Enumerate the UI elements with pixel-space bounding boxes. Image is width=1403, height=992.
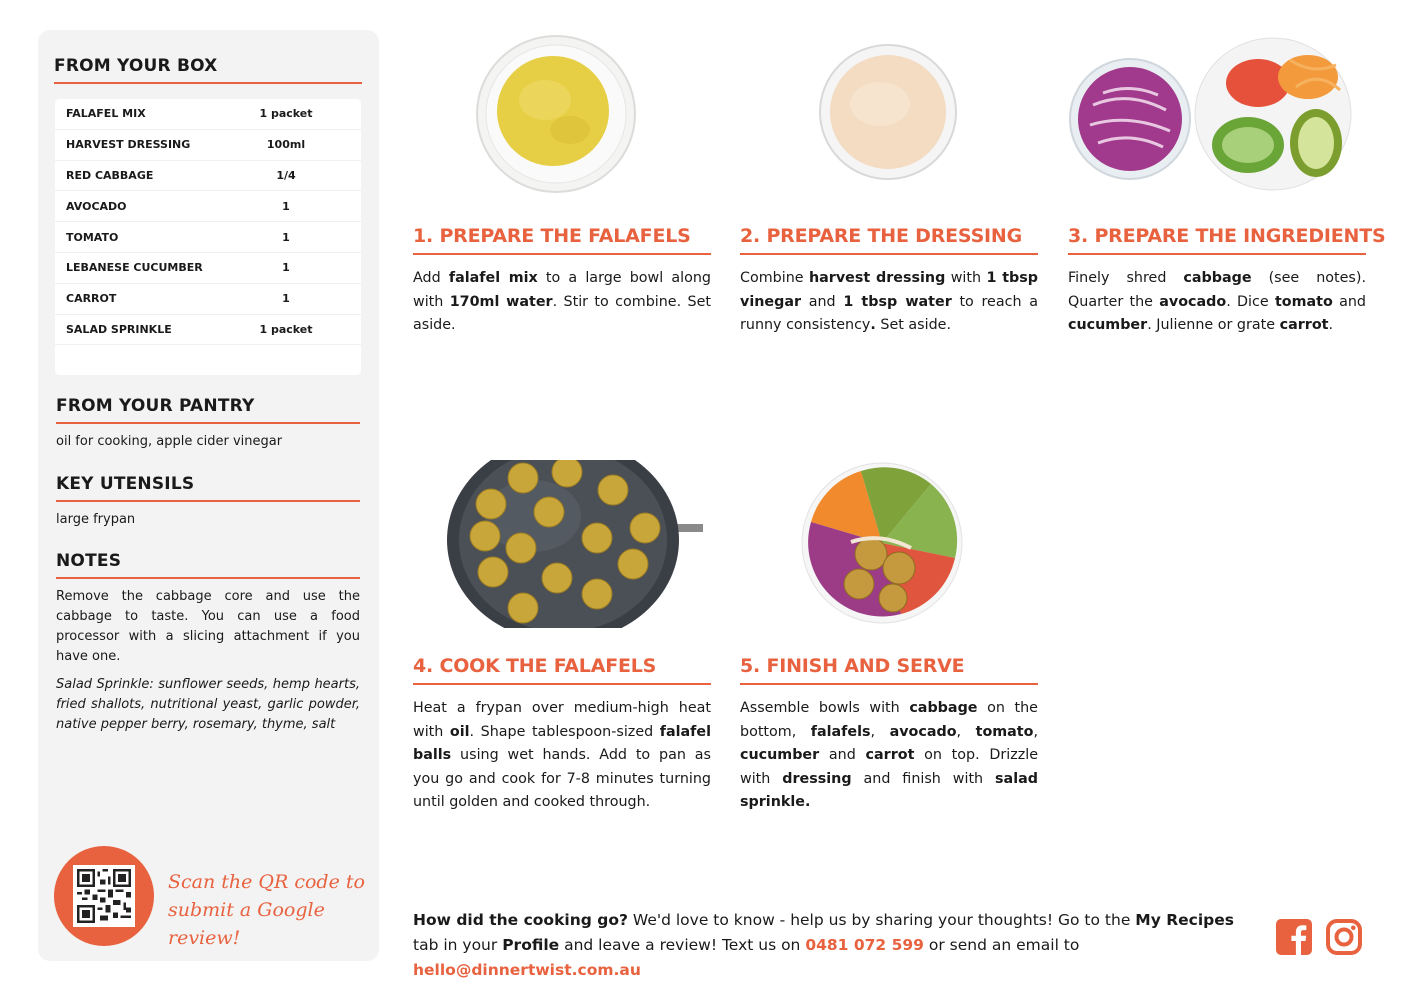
bold-ingredient: 170ml water	[449, 293, 553, 310]
ingredient-qty: 1	[282, 261, 290, 275]
bold-ingredient: tomato	[1274, 293, 1333, 310]
notes-section	[56, 551, 360, 735]
notes-title: NOTES	[56, 551, 360, 579]
qr-code-icon	[73, 865, 135, 927]
step-text-run: and	[819, 747, 866, 763]
bold-ingredient: cucumber	[1068, 317, 1148, 333]
step-2	[740, 225, 1038, 338]
ingredient-name: FALAFEL MIX	[66, 107, 146, 121]
ingredient-qty: 1/4	[276, 168, 296, 182]
ingredient-row	[55, 130, 361, 161]
finished-bowl-photo	[801, 462, 963, 624]
ingredient-qty: 1	[282, 292, 290, 306]
qr-code-badge[interactable]	[54, 846, 154, 946]
bold-ingredient: oil	[449, 723, 470, 740]
instagram-icon[interactable]	[1325, 918, 1363, 956]
bold-ingredient: falafels	[810, 723, 871, 740]
ingredient-name: HARVEST DRESSING	[66, 138, 191, 152]
ingredient-qty: 1 packet	[259, 107, 313, 121]
step-5-text	[740, 697, 1038, 815]
ingredient-row	[55, 161, 361, 192]
step-text-run: on top. Drizzle with	[740, 747, 1038, 787]
step-3-title: 3. PREPARE THE INGREDIENTS	[1068, 225, 1366, 255]
salad-sprinkle-note: Salad Sprinkle: sunflower seeds, hemp hearts, fried shallots, nutritional yeast, garlic powder, native pepper berry, rosemary, thyme, salt	[56, 677, 360, 732]
pantry-text: oil for cooking, apple cider vinegar	[56, 434, 283, 449]
ingredient-row	[55, 99, 361, 130]
step-3	[1068, 225, 1386, 338]
qr-text-line-1: Scan the QR code to	[168, 871, 365, 893]
ingredient-qty: 100ml	[266, 138, 306, 152]
step-5	[740, 655, 1038, 815]
ingredient-qty: 1 packet	[259, 322, 313, 336]
ingredient-row	[55, 284, 361, 315]
pantry-title: FROM YOUR PANTRY	[56, 396, 360, 424]
bold-ingredient: harvest dressing	[808, 270, 946, 286]
phone-link[interactable]: 0481 072 599	[805, 936, 924, 954]
ingredient-qty: 1	[282, 199, 290, 213]
dressing-bowl-photo	[818, 42, 958, 182]
step-text-run: Assemble bowls with	[740, 700, 910, 716]
ingredient-row	[55, 315, 361, 346]
facebook-icon[interactable]	[1275, 918, 1313, 956]
step-1	[413, 225, 711, 338]
profile-label: Profile	[502, 936, 560, 954]
bold-ingredient: cucumber	[740, 747, 820, 763]
bold-ingredient: carrot	[1279, 317, 1329, 333]
step-text-run: (see notes). Quarter the	[1068, 270, 1366, 310]
step-text-run: and	[801, 293, 844, 310]
step-text-run: Set aside.	[875, 317, 951, 333]
bold-ingredient: cabbage	[1183, 270, 1252, 286]
qr-review-text	[168, 868, 368, 952]
ingredients-sidebar	[38, 30, 379, 961]
feedback-footer	[413, 908, 1263, 983]
footer-text-2: tab in your	[413, 936, 503, 954]
qr-text-line-2: submit a Google review!	[168, 899, 325, 949]
step-4	[413, 655, 711, 815]
step-4-text	[413, 697, 711, 815]
ingredient-row	[55, 222, 361, 253]
step-text-run: Add	[413, 270, 449, 286]
frypan-falafels-photo	[447, 460, 703, 628]
footer-question: How did the cooking go?	[413, 911, 628, 929]
pantry-section	[56, 396, 360, 452]
bold-ingredient: avocado	[889, 723, 957, 740]
bold-ingredient: falafel balls	[413, 723, 711, 763]
step-2-text	[740, 267, 1038, 338]
ingredient-row	[55, 253, 361, 284]
step-text-run: . Dice	[1226, 293, 1275, 310]
step-1-title: 1. PREPARE THE FALAFELS	[413, 225, 711, 255]
ingredient-name: TOMATO	[66, 230, 119, 244]
ingredient-name: SALAD SPRINKLE	[66, 322, 172, 336]
step-text-run: and finish with	[851, 770, 996, 787]
ingredient-name: CARROT	[66, 292, 117, 306]
step-text-run: . Julienne or grate	[1147, 317, 1280, 333]
bold-ingredient: salad sprinkle.	[740, 770, 1038, 810]
ingredient-name: LEBANESE CUCUMBER	[66, 261, 203, 275]
ingredients-table	[55, 99, 361, 375]
from-your-box-title: FROM YOUR BOX	[54, 56, 362, 84]
ingredients-plates-photo	[1068, 35, 1354, 193]
ingredient-row	[55, 191, 361, 222]
bold-ingredient: avocado	[1159, 293, 1227, 310]
utensils-text: large frypan	[56, 512, 136, 527]
utensils-section	[56, 474, 360, 530]
step-4-title: 4. COOK THE FALAFELS	[413, 655, 711, 685]
bold-ingredient: carrot	[865, 747, 915, 763]
step-text-run: to a large bowl along with	[413, 270, 712, 310]
step-text-run: using wet hands. Add to pan as you go and cook for 7-8 minutes turning until golden and cooked through.	[413, 747, 711, 810]
step-text-run: . Shape tablespoon-sized	[469, 723, 660, 740]
ingredient-name: RED CABBAGE	[66, 168, 154, 182]
bold-ingredient: .	[870, 317, 876, 333]
footer-text-3: and leave a review! Text us on	[559, 936, 806, 954]
step-text-run: and	[1332, 293, 1366, 310]
ingredient-name: AVOCADO	[66, 199, 127, 213]
notes-text: Remove the cabbage core and use the cabbage to taste. You can use a food processor with a slicing attachment if you have one.	[56, 589, 360, 664]
bold-ingredient: dressing	[782, 770, 852, 787]
bold-ingredient: 1 tbsp water	[843, 293, 952, 310]
bold-ingredient: 1 tbsp vinegar	[740, 270, 1039, 310]
step-text-run: with	[945, 270, 987, 286]
footer-text-1: We'd love to know - help us by sharing your thoughts! Go to the	[627, 911, 1136, 929]
step-text-run: Combine	[740, 270, 809, 286]
step-text-run: ,	[1033, 723, 1039, 740]
utensils-title: KEY UTENSILS	[56, 474, 360, 502]
bold-ingredient: tomato	[975, 723, 1034, 740]
email-link[interactable]: hello@dinnertwist.com.au	[413, 961, 641, 979]
step-text-run: on the bottom,	[740, 700, 1038, 740]
footer-text-4: or send an email to	[923, 936, 1080, 954]
bold-ingredient: falafel mix	[448, 270, 538, 286]
bold-ingredient: cabbage	[909, 700, 978, 716]
step-text-run: ,	[956, 723, 976, 740]
step-3-text	[1068, 267, 1366, 338]
step-1-text	[413, 267, 711, 338]
step-text-run: Heat a frypan over medium-high heat with	[413, 700, 711, 740]
step-text-run: to reach a runny consistency	[740, 293, 1038, 333]
step-text-run: . Stir to combine. Set aside.	[413, 293, 711, 333]
step-text-run: ,	[870, 723, 890, 740]
my-recipes-label: My Recipes	[1135, 911, 1234, 929]
step-text-run: .	[1328, 317, 1334, 333]
step-5-title: 5. FINISH AND SERVE	[740, 655, 1038, 685]
step-text-run: Finely shred	[1068, 270, 1184, 286]
falafel-mix-bowl-photo	[475, 34, 637, 194]
step-2-title: 2. PREPARE THE DRESSING	[740, 225, 1038, 255]
ingredient-qty: 1	[282, 230, 290, 244]
